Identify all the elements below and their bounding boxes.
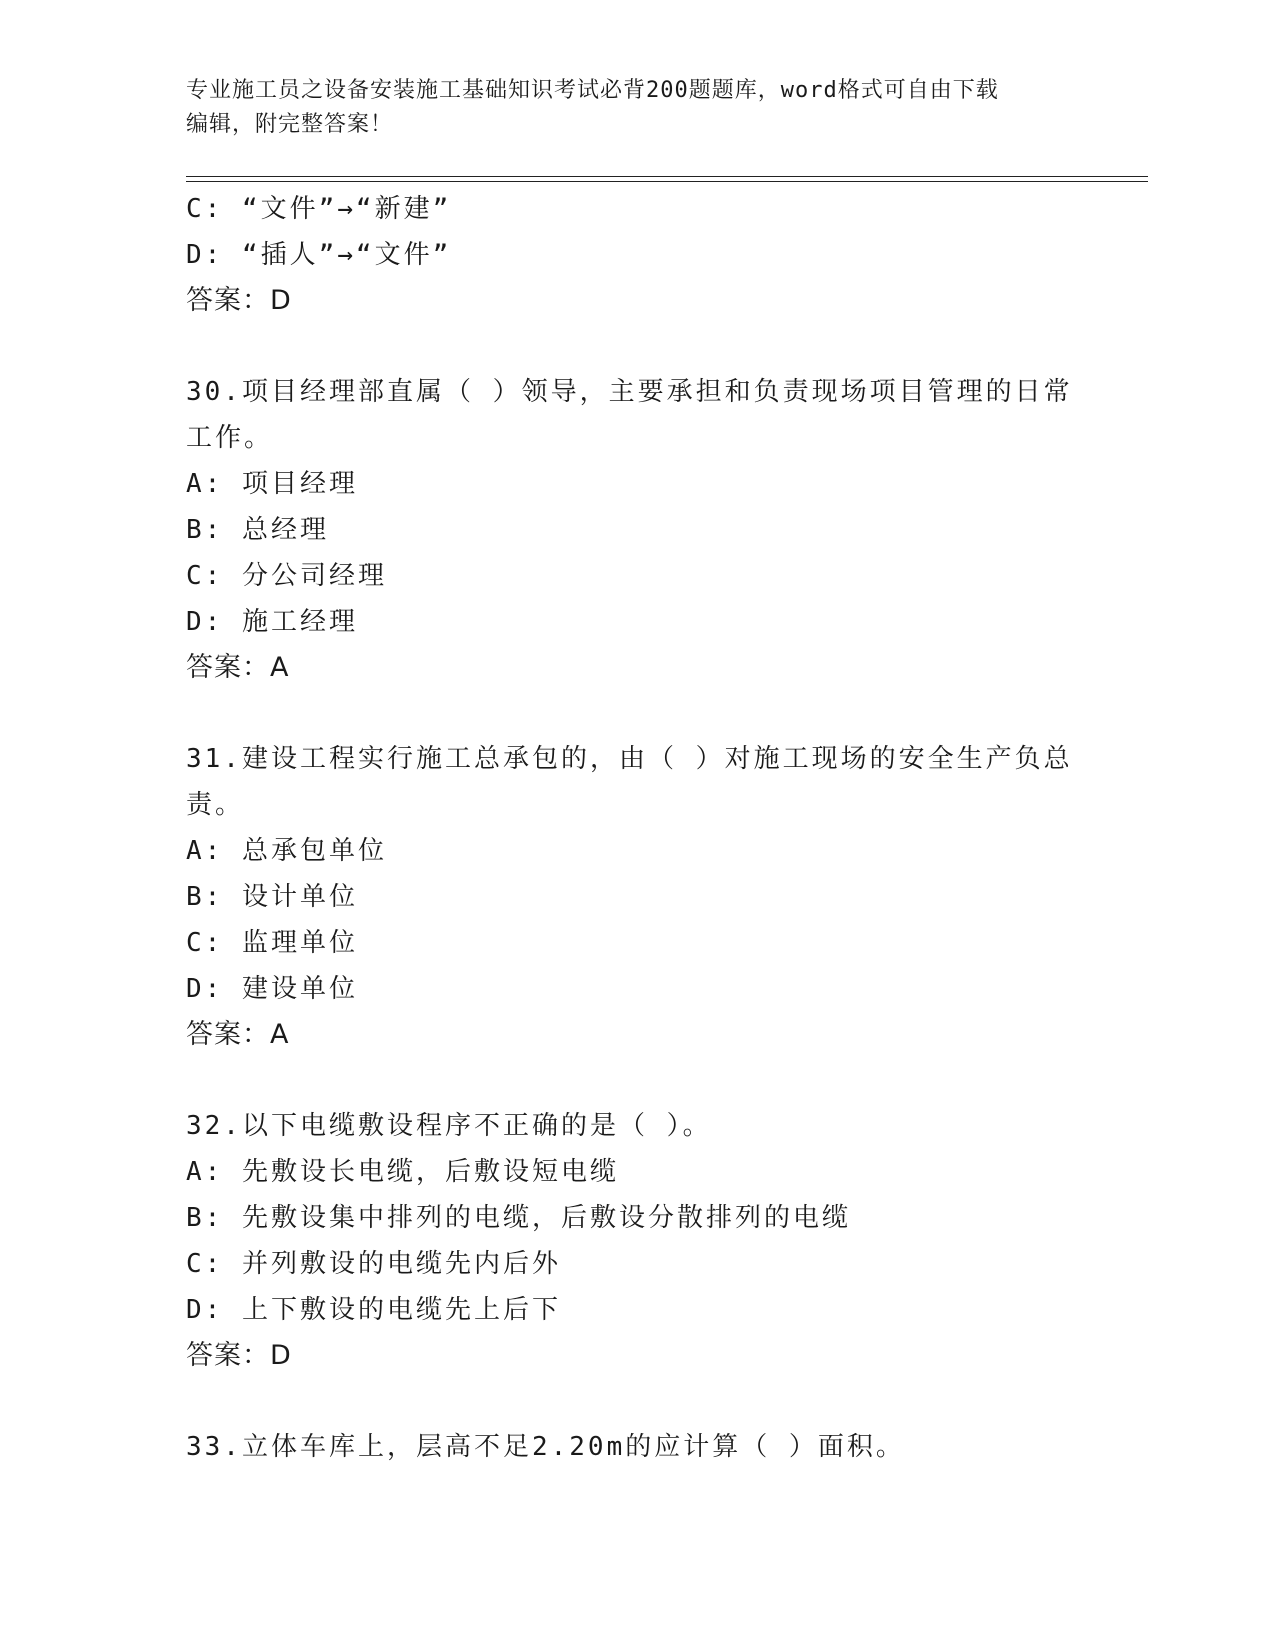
option-a: A: 先敷设长电缆，后敷设短电缆 <box>186 1157 619 1187</box>
header-divider-bottom <box>186 181 1148 182</box>
document-header <box>186 74 1086 142</box>
header-divider-top <box>186 176 1148 177</box>
question-stem-continued: 责。 <box>186 790 245 820</box>
option-d: D: 上下敷设的电缆先上后下 <box>186 1295 561 1325</box>
header-title-line-2: 编辑，附完整答案！ <box>186 112 394 137</box>
option-a: A: 总承包单位 <box>186 836 387 866</box>
option-c: C: 分公司经理 <box>186 561 387 591</box>
option-a: A: 项目经理 <box>186 469 358 499</box>
question-30 <box>186 369 1086 691</box>
question-29-tail <box>186 186 1086 324</box>
question-32 <box>186 1103 1086 1379</box>
option-b: B: 设计单位 <box>186 882 358 912</box>
answer-line: 答案：A <box>186 652 290 683</box>
option-d: D: 施工经理 <box>186 607 358 637</box>
question-33 <box>186 1424 1086 1470</box>
option-c: C: 监理单位 <box>186 928 358 958</box>
question-stem: 32.以下电缆敷设程序不正确的是（ ）。 <box>186 1111 712 1141</box>
answer-line: 答案：D <box>186 285 292 316</box>
option-d: D: 建设单位 <box>186 974 358 1004</box>
question-31 <box>186 736 1086 1058</box>
question-list <box>186 186 1086 1470</box>
option-c: C: 并列敷设的电缆先内后外 <box>186 1249 561 1279</box>
option-b: B: 总经理 <box>186 515 329 545</box>
header-title-line-1: 专业施工员之设备安装施工基础知识考试必背200题题库，word格式可自由下载 <box>186 78 999 103</box>
answer-line: 答案：A <box>186 1019 290 1050</box>
question-stem: 33.立体车库上，层高不足2.20m的应计算（ ）面积。 <box>186 1432 905 1462</box>
option-c: C: “文件”→“新建” <box>186 194 452 224</box>
answer-line: 答案：D <box>186 1340 292 1371</box>
question-stem: 31.建设工程实行施工总承包的，由（ ）对施工现场的安全生产负总 <box>186 744 1073 774</box>
option-b: B: 先敷设集中排列的电缆，后敷设分散排列的电缆 <box>186 1203 851 1233</box>
question-stem: 30.项目经理部直属（ ）领导，主要承担和负责现场项目管理的日常 <box>186 377 1073 407</box>
option-d: D: “插人”→“文件” <box>186 240 452 270</box>
question-stem-continued: 工作。 <box>186 423 274 453</box>
